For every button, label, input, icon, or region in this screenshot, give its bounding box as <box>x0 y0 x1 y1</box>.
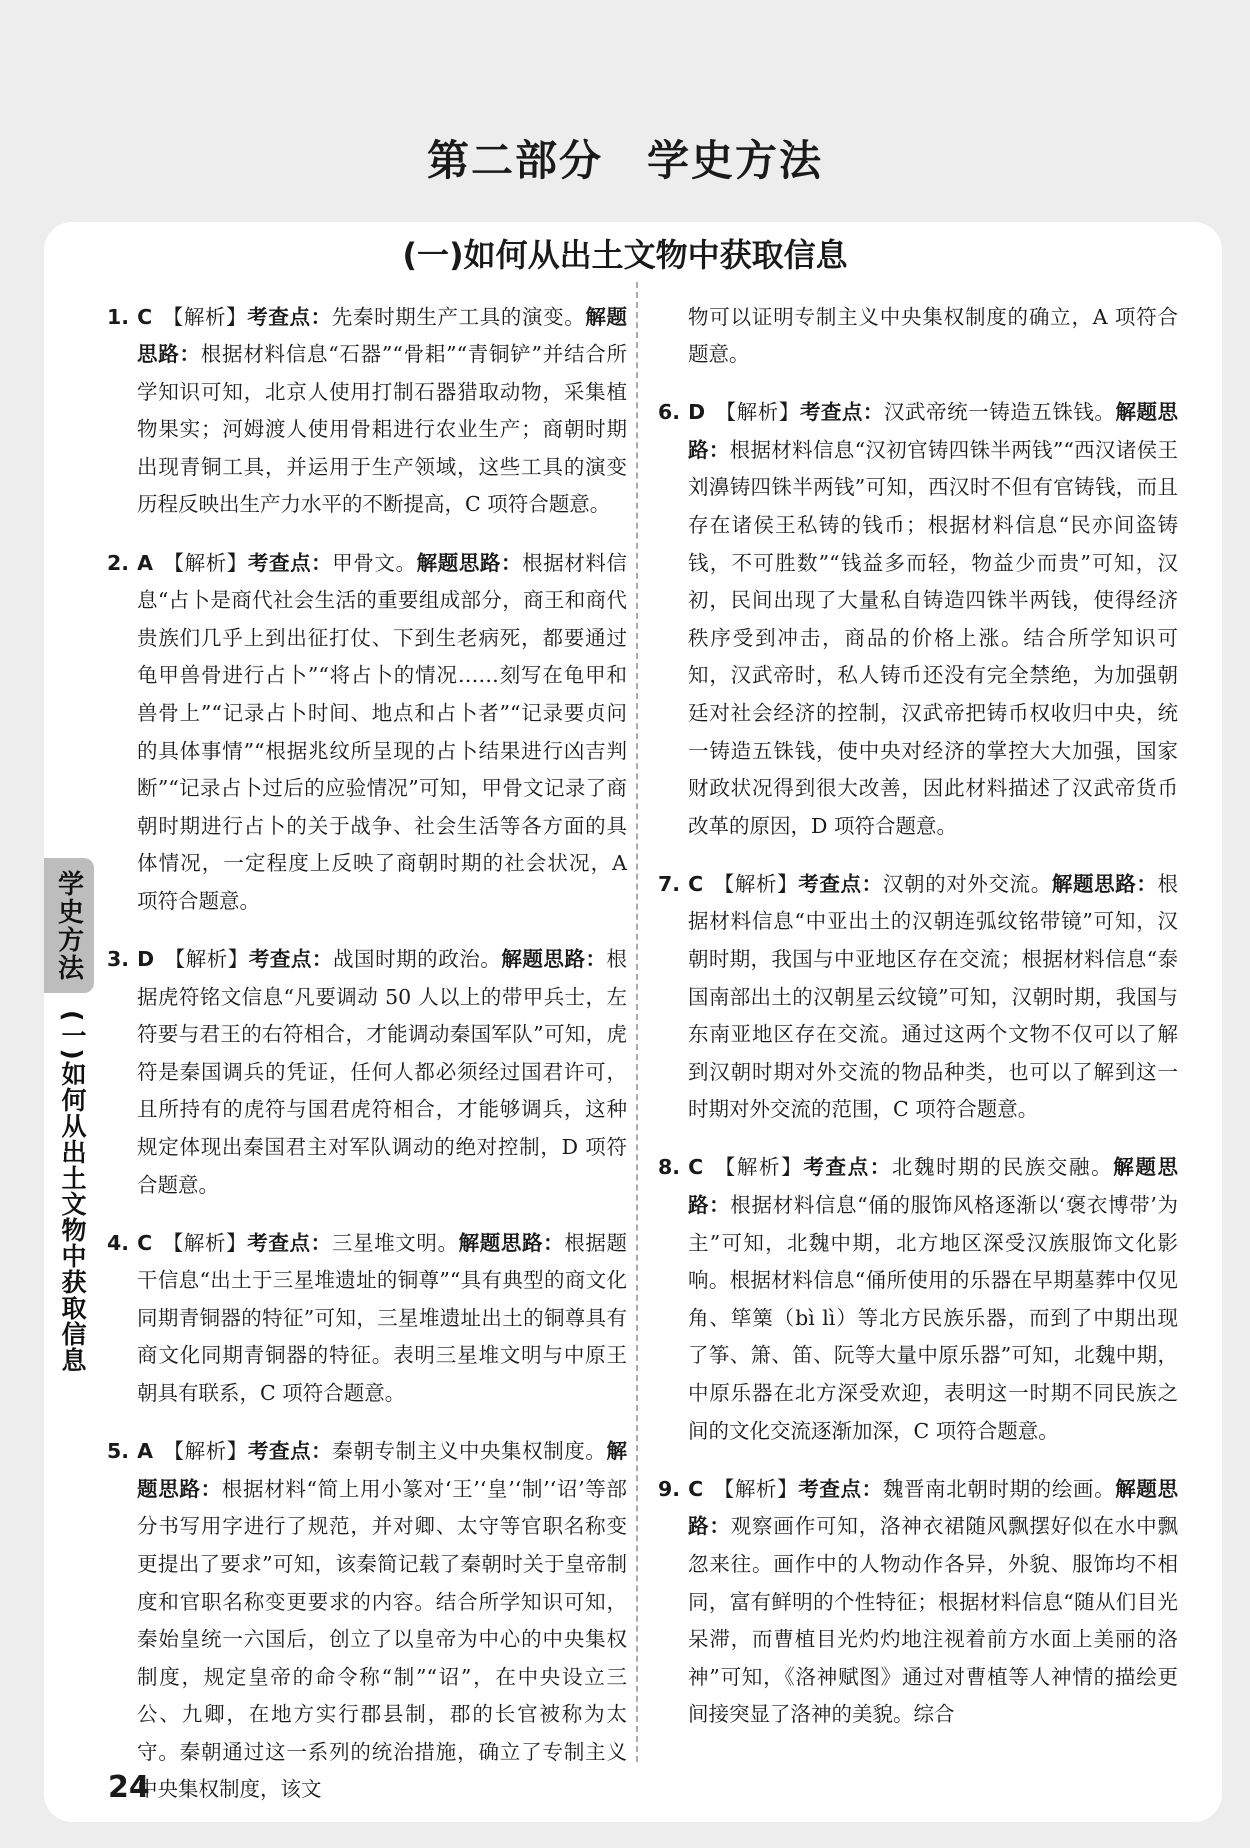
side-tab-label: 学史方法 <box>53 869 84 982</box>
answer-letter: A <box>137 1439 153 1464</box>
left-column <box>107 278 627 1809</box>
answer-letter: C <box>688 871 704 896</box>
answer-text: 根据材料信息“中亚出土的汉朝连弧纹铭带镜”可知，汉朝时期，我国与中亚地区存在交流；根据材料信息“泰国南部出土的汉朝星云纹镜”可知，汉朝时期，我国与东南亚地区存在交流。通过这两个文物不仅可以了解到汉朝时期对外交流的物品种类，也可以了解到这一时期对外交流的范围，C 项符合题意。 <box>688 871 1179 1122</box>
thinking-label: 解题思路： <box>137 1439 627 1501</box>
question-number: 3. <box>107 947 130 971</box>
answer-item <box>658 1149 1178 1450</box>
thinking-label: 解题思路： <box>458 1230 565 1255</box>
point-text: 魏晋南北朝时期的绘画。 <box>882 1476 1116 1501</box>
answer-item <box>107 1433 627 1809</box>
answer-text: 物可以证明专制主义中央集权制度的确立，A 项符合题意。 <box>688 304 1178 367</box>
question-number: 9. <box>658 1476 681 1501</box>
point-text: 战国时期的政治。 <box>332 947 502 971</box>
point-label: 考查点： <box>247 550 333 575</box>
answer-item <box>658 1471 1178 1734</box>
thinking-label: 解题思路： <box>688 400 1179 462</box>
point-text: 先秦时期生产工具的演变。 <box>331 304 586 329</box>
analysis-label: 【解析】 <box>162 1439 248 1464</box>
side-tab <box>44 858 94 993</box>
question-number: 6. <box>658 400 681 425</box>
analysis-label: 【解析】 <box>713 1476 799 1501</box>
answer-text: 根据材料信息“占卜是商代社会生活的重要组成部分，商王和商代贵族们几乎上到出征打仗、下到生老病死，都要通过龟甲兽骨进行占卜”“将占卜的情况……刻写在龟甲和兽骨上”“记录占卜时间、地点和占卜者”“记录要贞问的具体事情”“根据兆纹所呈现的占卜结果进行凶吉判断”“记录占卜过后的应验情况”可知，甲骨文记录了商朝时期进行占卜的关于战争、社会生活等各方面的具体情况，一定程度上反映了商朝时期的社会状况，A 项符合题意。 <box>137 550 627 913</box>
answer-text: 根据材料“简上用小篆对‘王’‘皇’‘制’‘诏’等部分书写用字进行了规范，并对卿、太守等官职名称变更提出了要求”可知，该秦简记载了秦朝时关于皇帝制度和官职名称变更要求的内容。结合所学知识可知，秦始皇统一六国后，创立了以皇帝为中心的中央集权制度，规定皇帝的命令称“制”“诏”，在中央设立三公、九卿，在地方实行郡县制，郡的长官被称为太守。秦朝通过这一系列的统治措施，确立了专制主义中央集权制度，该文 <box>137 1476 627 1802</box>
point-text: 甲骨文。 <box>332 550 417 575</box>
section-title: (一)如何从出土文物中获取信息 <box>402 236 848 274</box>
point-text: 北魏时期的民族交融。 <box>891 1155 1114 1180</box>
answer-text: 根据材料信息“汉初官铸四铢半两钱”“西汉诸侯王刘濞铸四铢半两钱”可知，西汉时不但有官铸钱，而且存在诸侯王私铸的钱币；根据材料信息“民亦间盗铸钱，不可胜数”“钱益多而轻，物益少而贵”可知，汉初，民间出现了大量私自铸造四铢半两钱，使得经济秩序受到冲击，商品的价格上涨。结合所学知识可知，汉武帝时，私人铸币还没有完全禁绝，为加强朝廷对社会经济的控制，汉武帝把铸币权收归中央，统一铸造五铢钱，使中央对经济的掌控大大加强，国家财政状况得到很大改善，因此材料描述了汉武帝货币改革的原因，D 项符合题意。 <box>688 437 1178 838</box>
answer-letter: C <box>137 304 153 329</box>
analysis-label: 【解析】 <box>713 1155 804 1180</box>
point-label: 考查点： <box>798 1476 883 1501</box>
question-number: 7. <box>658 871 681 896</box>
point-label: 考查点： <box>248 947 333 971</box>
answer-text: 观察画作可知，洛神衣裙随风飘摆好似在水中飘忽来往。画作中的人物动作各异，外貌、服饰均不相同，富有鲜明的个性特征；根据材料信息“随从们目光呆滞，而曹植目光灼灼地注视着前方水面上美丽的洛神”可知，《洛神赋图》通过对曹植等人神情的描绘更间接突显了洛神的美貌。综合 <box>688 1514 1179 1727</box>
answer-item <box>107 545 627 921</box>
question-number: 8. <box>658 1155 681 1180</box>
answer-letter: D <box>137 947 155 971</box>
point-label: 考查点： <box>247 1230 332 1255</box>
answer-item <box>107 1225 627 1413</box>
right-column <box>658 278 1178 1734</box>
thinking-label: 解题思路： <box>416 550 523 575</box>
point-text: 汉朝的对外交流。 <box>882 871 1052 896</box>
thinking-label: 解题思路： <box>137 304 628 367</box>
analysis-label: 【解析】 <box>715 400 800 425</box>
thinking-label: 解题思路： <box>688 1155 1179 1218</box>
question-number: 5. <box>107 1439 130 1464</box>
thinking-label: 解题思路： <box>501 947 607 971</box>
answer-letter: C <box>688 1155 704 1180</box>
analysis-label: 【解析】 <box>162 1230 248 1255</box>
analysis-label: 【解析】 <box>162 550 248 575</box>
answer-text: 根据题干信息“出土于三星堆遗址的铜尊”“具有典型的商文化同期青铜器的特征”可知，三星堆遗址出土的铜尊具有商文化同期青铜器的特征。表明三星堆文明与中原王朝具有联系，C 项符合题意。 <box>137 1230 628 1406</box>
side-subtitle <box>50 1010 94 1430</box>
answer-letter: C <box>688 1476 704 1501</box>
answer-letter: C <box>137 1230 153 1255</box>
page-number: 24 <box>108 1770 150 1805</box>
point-label: 考查点： <box>799 400 884 425</box>
point-label: 考查点： <box>803 1155 892 1180</box>
part-title: 第二部分 学史方法 <box>426 136 823 185</box>
question-number: 2. <box>107 550 130 575</box>
answer-item <box>107 299 627 525</box>
side-subtitle-label: (一)如何从出土文物中获取信息 <box>58 1010 87 1373</box>
question-number: 1. <box>107 304 130 329</box>
answer-item <box>658 394 1178 845</box>
point-label: 考查点： <box>247 1439 333 1464</box>
answer-letter: D <box>688 400 706 425</box>
answer-item <box>658 866 1178 1129</box>
answer-text: 根据虎符铭文信息“凡要调动 50 人以上的带甲兵士，左符要与君王的右符相合，才能调动秦国军队”可知，虎符是秦国调兵的凭证，任何人都必须经过国君许可，且所持有的虎符与国君虎符相合，才能够调兵，这种规定体现出秦国君主对军队调动的绝对控制，D 项符合题意。 <box>137 947 628 1197</box>
thinking-label: 解题思路： <box>688 1476 1179 1539</box>
column-divider <box>636 282 638 1762</box>
thinking-label: 解题思路： <box>1051 871 1158 896</box>
analysis-label: 【解析】 <box>713 871 799 896</box>
point-text: 三星堆文明。 <box>331 1230 459 1255</box>
answer-item <box>658 299 1178 374</box>
question-number: 4. <box>107 1230 130 1255</box>
answer-text: 根据材料信息“俑的服饰风格逐渐以‘褒衣博带’为主”可知，北魏中期，北方地区深受汉族服饰文化影响。根据材料信息“俑所使用的乐器在早期墓葬中仅见角、筚篥（bì lì）等北方民族乐器，而到了中期出现了筝、箫、笛、阮等大量中原乐器”可知，北魏中期，中原乐器在北方深受欢迎，表明这一时期不同民族之间的文化交流逐渐加深，C 项符合题意。 <box>688 1193 1179 1443</box>
point-label: 考查点： <box>798 871 883 896</box>
answer-item <box>107 941 627 1204</box>
point-text: 汉武帝统一铸造五铢钱。 <box>883 400 1116 425</box>
analysis-label: 【解析】 <box>164 947 249 971</box>
answer-text: 根据材料信息“石器”“骨耜”“青铜铲”并结合所学知识可知，北京人使用打制石器猎取动物，采集植物果实；河姆渡人使用骨耜进行农业生产；商朝时期出现青铜工具，并运用于生产领域，这些工具的演变历程反映出生产力水平的不断提高，C 项符合题意。 <box>137 342 627 517</box>
answer-letter: A <box>137 550 153 575</box>
point-label: 考查点： <box>247 304 332 329</box>
analysis-label: 【解析】 <box>162 304 248 329</box>
point-text: 秦朝专制主义中央集权制度。 <box>332 1439 607 1464</box>
